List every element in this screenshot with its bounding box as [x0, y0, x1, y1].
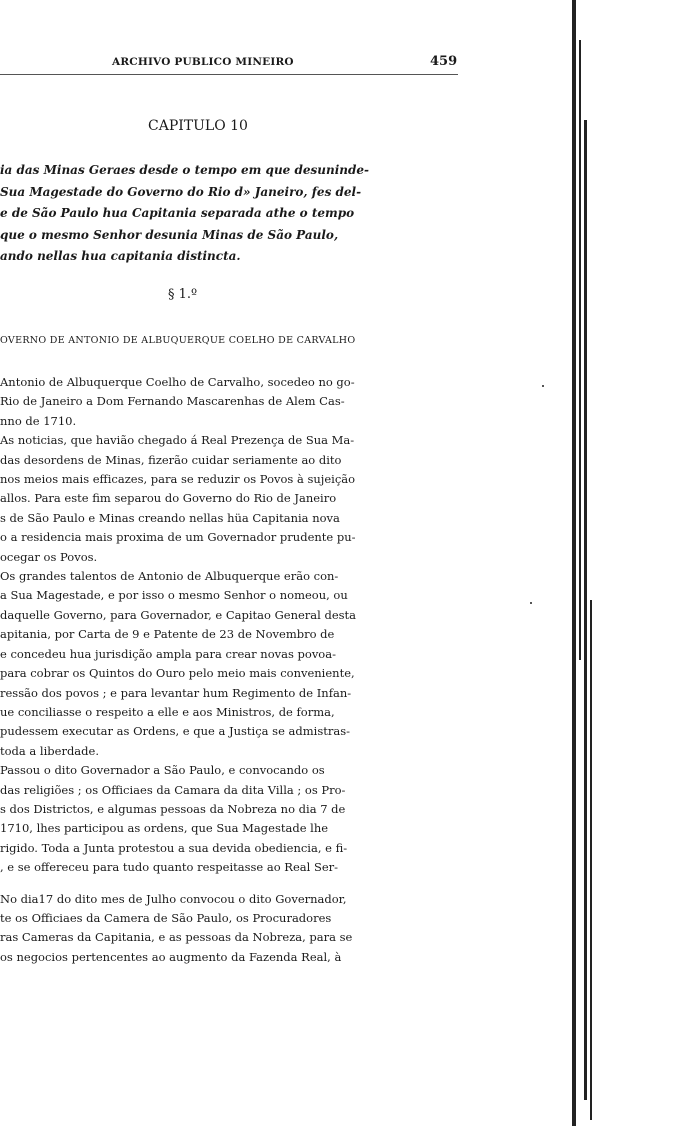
text-line: No dia17 do dito mes de Julho convocou o dito Governador, — [0, 891, 347, 906]
summary-line: que o mesmo Senhor desunia Minas de São Paulo, — [0, 227, 339, 242]
running-title: ARCHIVO PUBLICO MINEIRO — [112, 56, 294, 68]
scan-speck — [530, 602, 532, 604]
paragraph-gap — [0, 878, 455, 890]
page-number: 459 — [430, 54, 458, 69]
page-binding-edge — [570, 0, 600, 1126]
text-line: e concedeu hua jurisdição ampla para crear novas povoa- — [0, 646, 336, 661]
text-line: das religiões ; os Officiaes da Camara da dita Villa ; os Pro- — [0, 782, 346, 797]
text-line: para cobrar os Quintos do Ouro pelo meio mais conveniente, — [0, 666, 355, 681]
summary-line: Sua Magestade do Governo do Rio d» Janeiro, fes del- — [0, 184, 362, 199]
chapter-summary — [0, 160, 455, 268]
summary-line: e de São Paulo hua Capitania separada athe o tempo — [0, 206, 355, 220]
text-line: nos meios mais efficazes, para se reduzir os Povos à sujeição — [0, 472, 356, 487]
text-line: pudessem executar as Ordens, e que a Justiça se admistras- — [0, 724, 351, 739]
text-line: , e se offereceu para tudo quanto respeitasse ao Real Ser- — [0, 860, 339, 875]
section-mark: § 1.º — [168, 287, 198, 302]
header-rule — [0, 74, 458, 75]
scan-speck — [542, 385, 544, 387]
text-line: o a residencia mais proxima de um Governador prudente pu- — [0, 530, 356, 545]
text-line: ue conciliasse o respeito a elle e aos Ministros, de forma, — [0, 704, 335, 719]
text-line: apitania, por Carta de 9 e Patente de 23 de Novembro de — [0, 627, 335, 642]
text-line: rigido. Toda a Junta protestou a sua devida obediencia, e fi- — [0, 840, 348, 855]
text-line: ocegar os Povos. — [0, 549, 98, 564]
text-line: Rio de Janeiro a Dom Fernando Mascarenhas de Alem Cas- — [0, 394, 345, 409]
text-line: das desordens de Minas, fizerão cuidar seriamente ao dito — [0, 452, 342, 467]
text-line: toda a liberdade. — [0, 743, 99, 758]
text-line: Passou o dito Governador a São Paulo, e convocando os — [0, 763, 325, 778]
chapter-title: CAPITULO 10 — [148, 118, 248, 134]
text-line: As noticias, que havião chegado á Real Prezença de Sua Ma- — [0, 433, 355, 448]
text-line: daquelle Governo, para Governador, e Capitao General desta — [0, 607, 357, 622]
text-line: s dos Districtos, e algumas pessoas da Nobreza no dia 7 de — [0, 801, 346, 816]
summary-line: ando nellas hua capitania distincta. — [0, 249, 241, 263]
text-line: Antonio de Albuquerque Coelho de Carvalho, socedeo no go- — [0, 375, 355, 389]
text-line: ressão dos povos ; e para levantar hum Regimento de Infan- — [0, 685, 352, 700]
text-line: 1710, lhes participou as ordens, que Sua Magestade lhe — [0, 821, 329, 836]
section-title: OVERNO DE ANTONIO DE ALBUQUERQUE COELHO DE CARVALHO — [0, 335, 356, 346]
text-line: Os grandes talentos de Antonio de Albuquerque erão con- — [0, 569, 339, 584]
text-line: te os Officiaes da Camera de São Paulo, os Procuradores — [0, 910, 332, 925]
text-line: a Sua Magestade, e por isso o mesmo Senhor o nomeou, ou — [0, 588, 348, 603]
text-line: allos. Para este fim separou do Governo do Rio de Janeiro — [0, 491, 337, 506]
text-line: nno de 1710. — [0, 413, 77, 428]
summary-line: ia das Minas Geraes desde o tempo em que desuninde- — [0, 163, 370, 177]
text-line: s de São Paulo e Minas creando nellas hüa Capitania nova — [0, 510, 340, 525]
text-line: ras Cameras da Capitania, e as pessoas da Nobreza, para se — [0, 930, 353, 945]
running-head — [0, 52, 470, 74]
body-text — [0, 373, 455, 967]
text-line: os negocios pertencentes ao augmento da Fazenda Real, à — [0, 949, 342, 964]
